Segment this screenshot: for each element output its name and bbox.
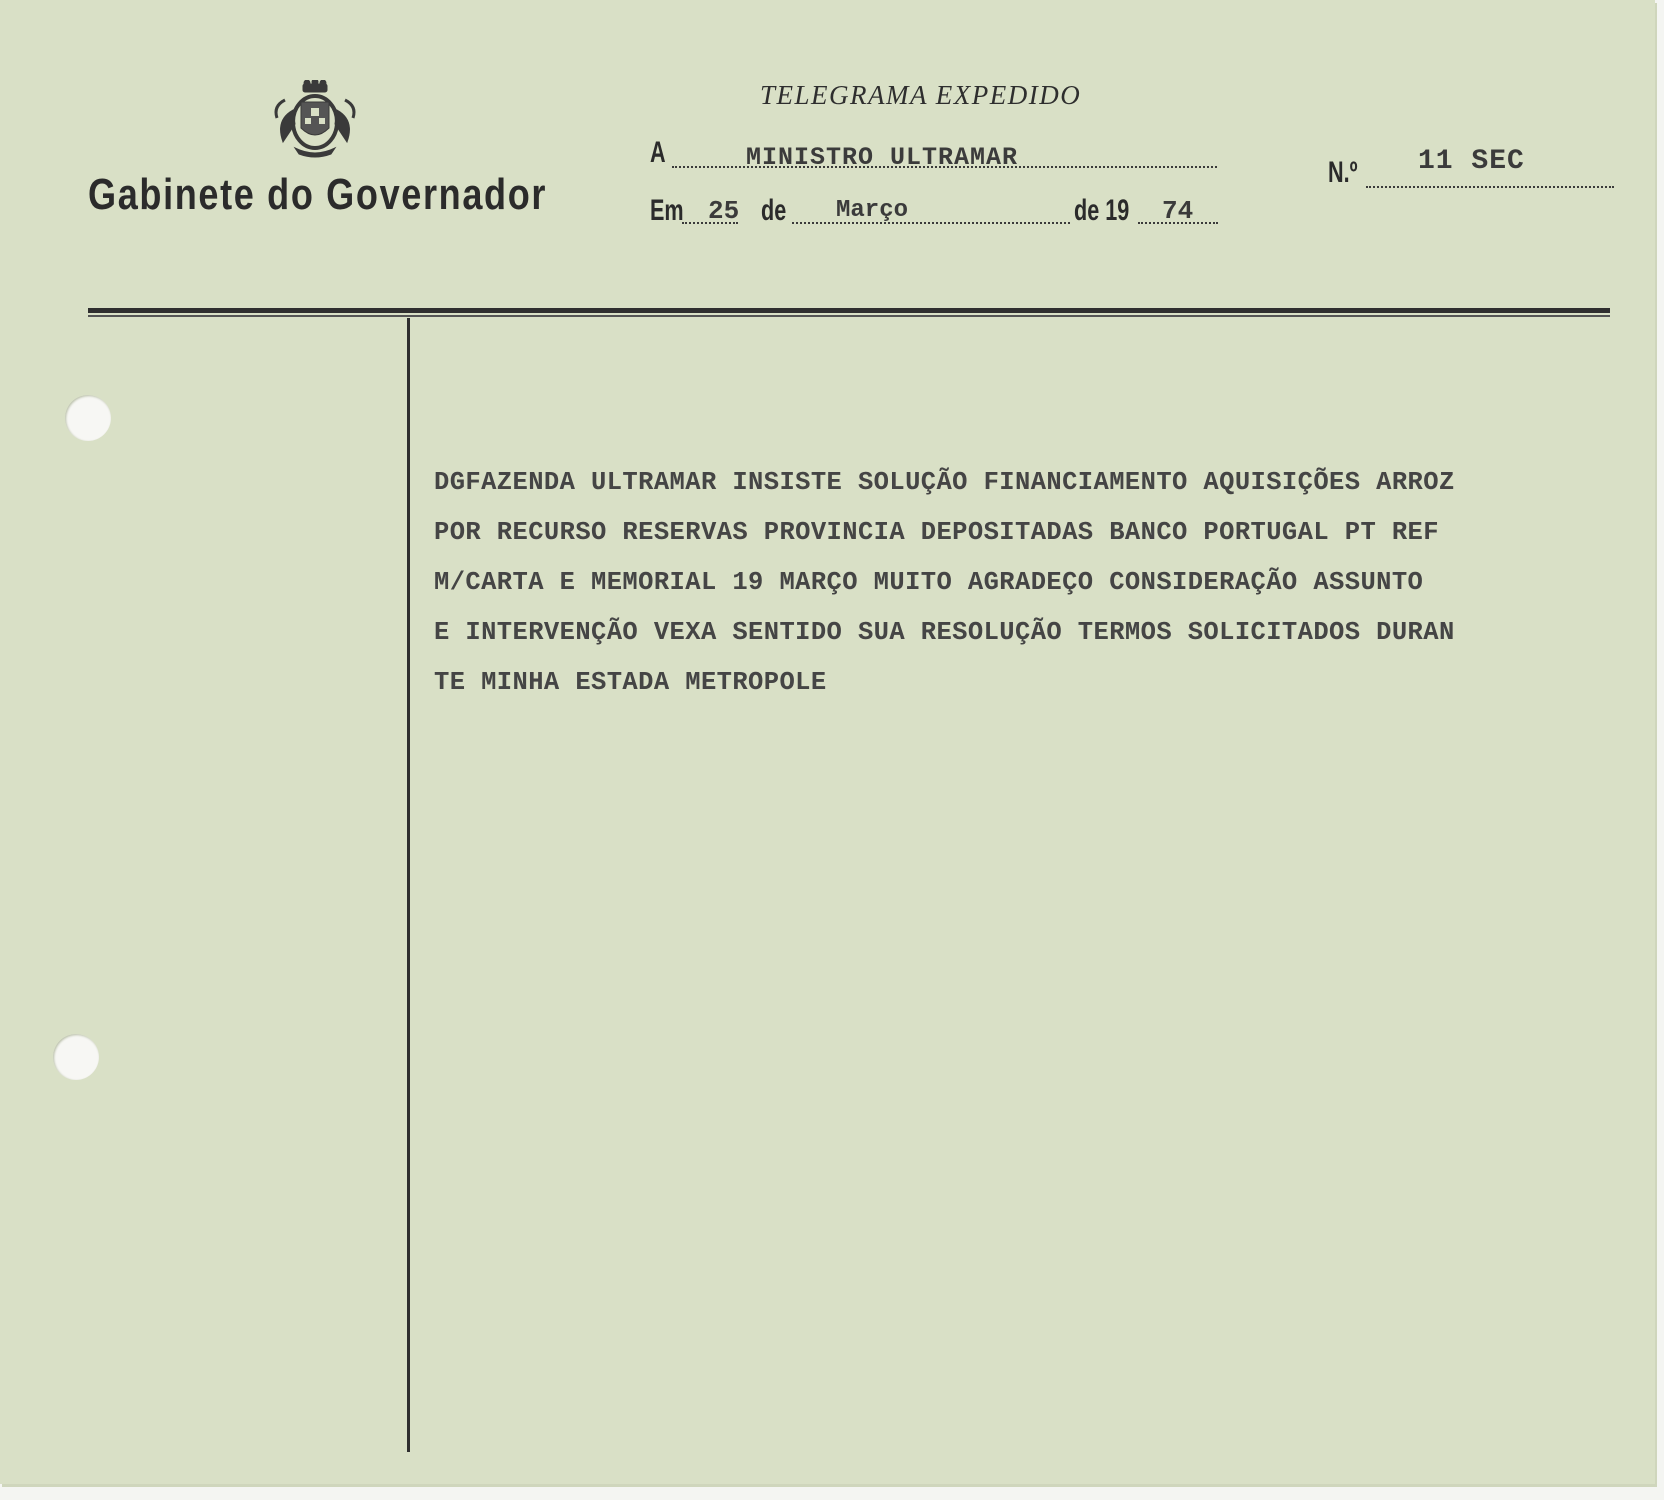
message-line: TE MINHA ESTADA METROPOLE [434, 668, 827, 697]
message-line: DGFAZENDA ULTRAMAR INSISTE SOLUÇÃO FINANCIAMENTO AQUISIÇÕES ARROZ [434, 468, 1455, 497]
date-mid-label: de [761, 194, 787, 227]
message-body [434, 458, 1455, 708]
message-line: M/CARTA E MEMORIAL 19 MARÇO MUITO AGRADEÇO CONSIDERAÇÃO ASSUNTO [434, 568, 1424, 597]
date-prefix-label: Em [650, 194, 684, 227]
date-month: Março [836, 197, 909, 224]
margin-rule [407, 318, 410, 1452]
header-rule [88, 308, 1610, 313]
message-line: E INTERVENÇÃO VEXA SENTIDO SUA RESOLUÇÃO TERMOS SOLICITADOS DURAN [434, 618, 1455, 647]
number-value: 11 SEC [1418, 146, 1525, 177]
coat-of-arms-icon [265, 80, 365, 160]
to-value: MINISTRO ULTRAMAR [746, 143, 1019, 172]
to-label: A [650, 136, 666, 169]
punch-hole [53, 1034, 99, 1080]
date-day: 25 [708, 196, 740, 226]
number-dotted-line [1366, 186, 1614, 188]
date-year-label: de 19 [1074, 194, 1130, 227]
document-title: TELEGRAMA EXPEDIDO [760, 80, 1082, 110]
date-month-dotted-line [792, 222, 1070, 224]
date-year: 74 [1162, 196, 1194, 226]
message-line: POR RECURSO RESERVAS PROVINCIA DEPOSITADAS BANCO PORTUGAL PT REF [434, 518, 1439, 547]
header-rule-secondary [88, 315, 1610, 317]
punch-hole [65, 395, 111, 441]
number-label: N.º [1328, 156, 1358, 189]
office-name: Gabinete do Governador [88, 170, 548, 219]
